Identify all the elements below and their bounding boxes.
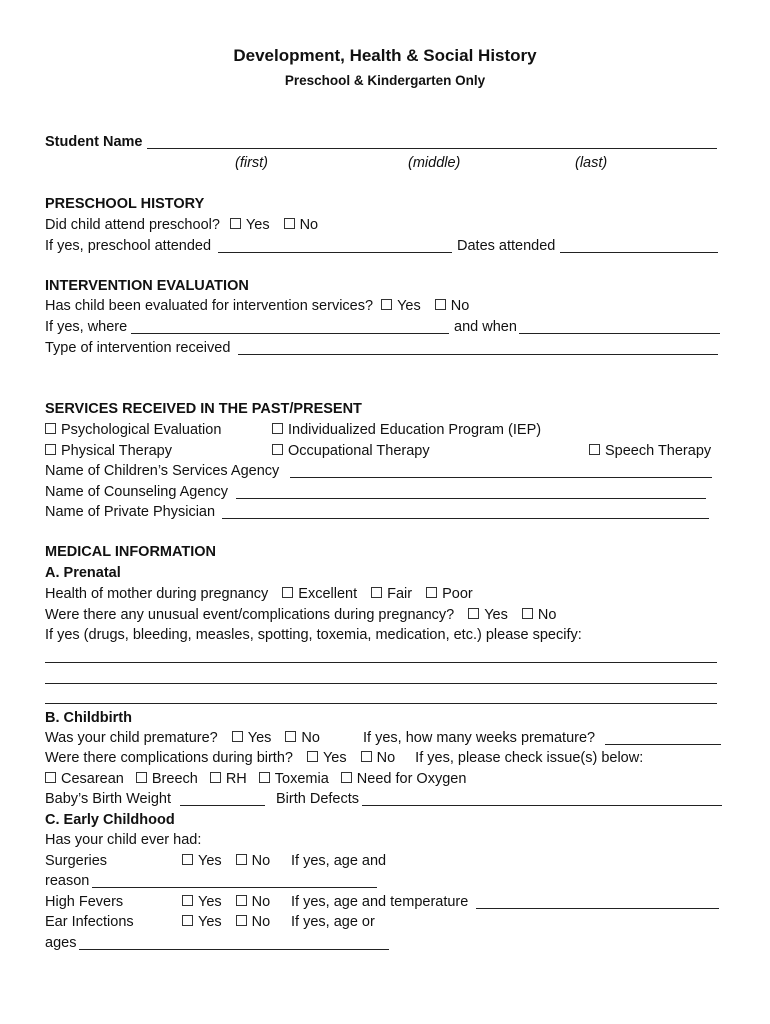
breech-label: Breech xyxy=(151,771,198,787)
agency-field[interactable] xyxy=(290,477,712,478)
birth-weight-label: Baby’s Birth Weight xyxy=(45,791,171,807)
checkbox[interactable] xyxy=(236,895,247,906)
iep-option[interactable] xyxy=(272,421,541,439)
services-heading: SERVICES RECEIVED IN THE PAST/PRESENT xyxy=(45,401,362,417)
checkbox[interactable] xyxy=(182,915,193,926)
preschool-attended-label: If yes, preschool attended xyxy=(45,238,212,254)
checkbox[interactable] xyxy=(361,751,372,762)
ages-field[interactable] xyxy=(79,949,389,950)
yes-label: Yes xyxy=(397,298,421,314)
yes-label: Yes xyxy=(198,914,222,930)
checkbox[interactable] xyxy=(45,444,56,455)
where-field[interactable] xyxy=(131,333,449,334)
checkbox[interactable] xyxy=(182,895,193,906)
option-label: Speech Therapy xyxy=(605,443,712,459)
checkbox[interactable] xyxy=(284,218,295,229)
no-label: No xyxy=(251,853,271,869)
fevers-field[interactable] xyxy=(476,908,719,909)
no-label: No xyxy=(299,217,319,233)
checkbox[interactable] xyxy=(307,751,318,762)
yes-label: Yes xyxy=(322,750,347,766)
checkbox[interactable] xyxy=(136,772,147,783)
specify-line-2[interactable] xyxy=(45,683,717,684)
checkbox[interactable] xyxy=(45,423,56,434)
ages-label: ages xyxy=(45,935,77,951)
yes-label: Yes xyxy=(198,853,222,869)
intervention-row xyxy=(45,297,469,315)
premature-question: Was your child premature? xyxy=(45,730,218,746)
checkbox[interactable] xyxy=(468,608,479,619)
first-caption: (first) xyxy=(235,155,269,171)
check-issues-label: If yes, please check issue(s) below: xyxy=(415,750,644,766)
page-subtitle: Preschool & Kindergarten Only xyxy=(284,73,486,88)
checkbox[interactable] xyxy=(210,772,221,783)
no-label: No xyxy=(251,914,271,930)
physical-therapy-option[interactable] xyxy=(45,442,172,460)
checkbox[interactable] xyxy=(435,299,446,310)
agency-label: Name of Children’s Services Agency xyxy=(45,463,280,479)
checkbox[interactable] xyxy=(522,608,533,619)
physician-label: Name of Private Physician xyxy=(45,504,216,520)
dates-attended-label: Dates attended xyxy=(457,238,556,254)
intervention-type-field[interactable] xyxy=(238,354,718,355)
fevers-options xyxy=(182,893,270,911)
intervention-heading: INTERVENTION EVALUATION xyxy=(45,278,249,294)
counseling-label: Name of Counseling Agency xyxy=(45,484,228,500)
specify-line-1[interactable] xyxy=(45,662,717,663)
specify-line-3[interactable] xyxy=(45,703,717,704)
checkbox[interactable] xyxy=(282,587,293,598)
premature-row xyxy=(45,729,320,747)
checkbox[interactable] xyxy=(589,444,600,455)
last-caption: (last) xyxy=(575,155,608,171)
yes-label: Yes xyxy=(247,730,272,746)
has-had-label: Has your child ever had: xyxy=(45,832,202,848)
no-label: No xyxy=(301,730,320,746)
intervention-type-label: Type of intervention received xyxy=(45,340,231,356)
pregnancy-complications-row xyxy=(45,606,556,624)
checkbox[interactable] xyxy=(232,731,243,742)
yes-label: Yes xyxy=(484,607,508,623)
when-field[interactable] xyxy=(519,333,720,334)
early-childhood-heading: C. Early Childhood xyxy=(45,812,175,828)
medical-heading: MEDICAL INFORMATION xyxy=(45,544,217,560)
option-label: Physical Therapy xyxy=(61,443,172,459)
pregnancy-complications-question: Were there any unusual event/complications during pregnancy? xyxy=(45,607,455,623)
childbirth-heading: B. Childbirth xyxy=(45,710,132,726)
occupational-therapy-option[interactable] xyxy=(272,442,430,460)
checkbox[interactable] xyxy=(272,423,283,434)
birth-defects-field[interactable] xyxy=(362,805,722,806)
birth-weight-field[interactable] xyxy=(180,805,265,806)
birth-complications-question: Were there complications during birth? xyxy=(45,750,293,766)
preschool-attend-row xyxy=(45,216,318,234)
surgeries-label: Surgeries xyxy=(45,853,108,869)
reason-label: reason xyxy=(45,873,90,889)
speech-therapy-option[interactable] xyxy=(589,442,711,460)
mother-health-row xyxy=(45,585,473,603)
fair-label: Fair xyxy=(387,586,413,602)
where-label: If yes, where xyxy=(45,319,128,335)
prenatal-heading: A. Prenatal xyxy=(45,565,121,581)
rh-label: RH xyxy=(225,771,247,787)
preschool-attended-field[interactable] xyxy=(218,252,452,253)
checkbox[interactable] xyxy=(381,299,392,310)
ear-age-label: If yes, age or xyxy=(291,914,375,930)
checkbox[interactable] xyxy=(230,218,241,229)
counseling-field[interactable] xyxy=(236,498,706,499)
student-name-field[interactable] xyxy=(147,148,717,149)
preschool-attend-question: Did child attend preschool? xyxy=(45,217,220,233)
checkbox[interactable] xyxy=(45,772,56,783)
intervention-question: Has child been evaluated for intervention services? xyxy=(45,298,374,314)
dates-attended-field[interactable] xyxy=(560,252,718,253)
checkbox[interactable] xyxy=(236,915,247,926)
checkbox[interactable] xyxy=(182,854,193,865)
yes-label: Yes xyxy=(198,894,222,910)
reason-field[interactable] xyxy=(92,887,377,888)
fevers-age-label: If yes, age and temperature xyxy=(291,894,469,910)
when-label: and when xyxy=(454,319,517,335)
no-label: No xyxy=(537,607,557,623)
high-fevers-label: High Fevers xyxy=(45,894,124,910)
option-label: Psychological Evaluation xyxy=(61,422,222,438)
surgeries-age-label: If yes, age and xyxy=(291,853,387,869)
no-label: No xyxy=(376,750,396,766)
yes-label: Yes xyxy=(245,217,270,233)
ear-options xyxy=(182,913,270,931)
checkbox[interactable] xyxy=(236,854,247,865)
birth-complications-row xyxy=(45,749,643,767)
checkbox[interactable] xyxy=(341,772,352,783)
option-label: Individualized Education Program (IEP) xyxy=(288,422,542,438)
ear-infections-label: Ear Infections xyxy=(45,914,134,930)
birth-issues-row xyxy=(45,770,466,788)
weeks-premature-label: If yes, how many weeks premature? xyxy=(363,730,596,746)
option-label: Occupational Therapy xyxy=(288,443,430,459)
no-label: No xyxy=(450,298,470,314)
checkbox[interactable] xyxy=(272,444,283,455)
checkbox[interactable] xyxy=(259,772,270,783)
middle-caption: (middle) xyxy=(408,155,461,171)
preschool-heading: PRESCHOOL HISTORY xyxy=(45,196,205,212)
oxygen-label: Need for Oxygen xyxy=(356,771,467,787)
psych-eval-option[interactable] xyxy=(45,421,221,439)
specify-label: If yes (drugs, bleeding, measles, spotting, toxemia, medication, etc.) please specify: xyxy=(45,627,582,643)
poor-label: Poor xyxy=(442,586,473,602)
checkbox[interactable] xyxy=(371,587,382,598)
toxemia-label: Toxemia xyxy=(274,771,329,787)
no-label: No xyxy=(251,894,271,910)
weeks-premature-field[interactable] xyxy=(605,744,721,745)
surgeries-options xyxy=(182,852,270,870)
page-title: Development, Health & Social History xyxy=(233,46,537,65)
mother-health-label: Health of mother during pregnancy xyxy=(45,586,269,602)
physician-field[interactable] xyxy=(222,518,709,519)
birth-defects-label: Birth Defects xyxy=(276,791,359,807)
excellent-label: Excellent xyxy=(298,586,358,602)
student-name-label: Student Name xyxy=(45,134,143,150)
cesarean-label: Cesarean xyxy=(61,771,124,787)
checkbox[interactable] xyxy=(285,731,296,742)
checkbox[interactable] xyxy=(426,587,437,598)
